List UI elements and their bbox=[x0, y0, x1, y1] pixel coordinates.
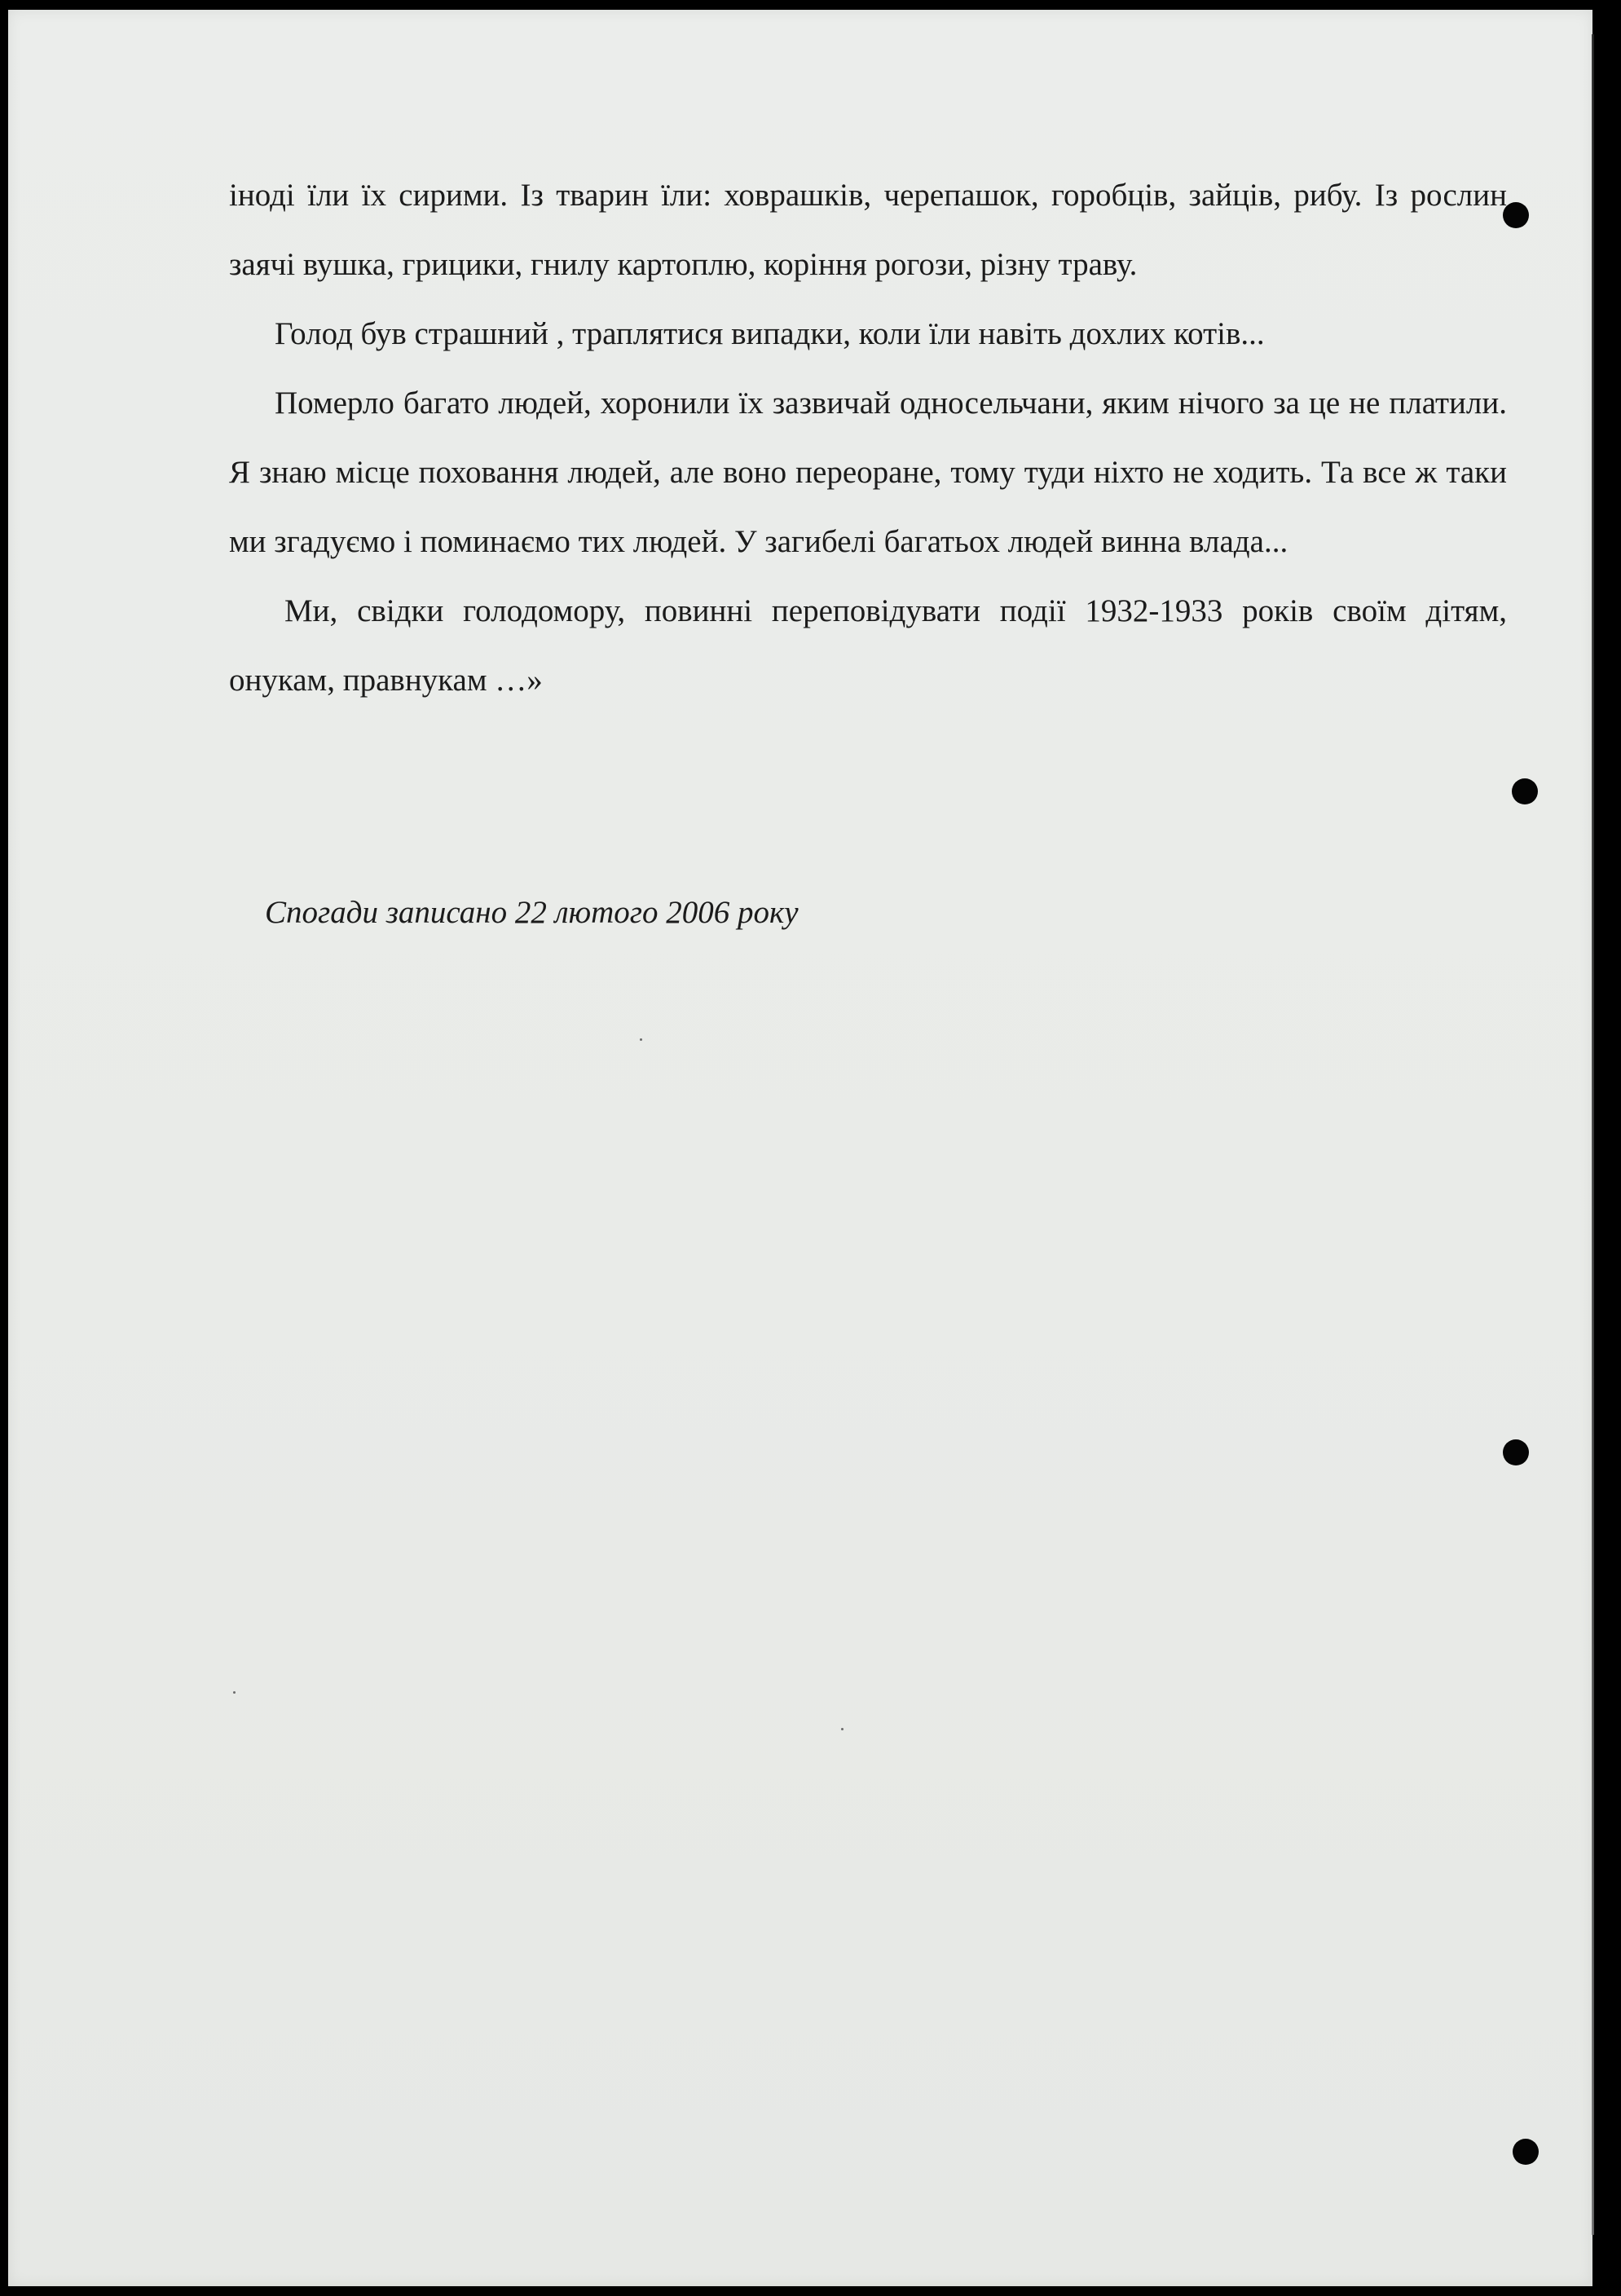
punch-hole-4 bbox=[1513, 2139, 1539, 2165]
memoir-text bbox=[229, 161, 1507, 715]
punch-hole-3 bbox=[1503, 1439, 1529, 1465]
paragraph-1: іноді їли їх сирими. Із тварин їли: ховрашків, черепашок, горобців, зайців, рибу. Із рослин заячі вушка, грицики, гнилу картоплю, коріння рогози, різну траву. bbox=[229, 178, 1507, 282]
paragraph-3: Померло багато людей, хоронили їх зазвичай односельчани, яким нічого за це не платили. Я знаю місце поховання людей, але воно переоране, тому туди ніхто не ходить. Та все ж таки ми згадуємо і поминаємо тих людей. У загибелі багатьох людей винна влада... bbox=[229, 386, 1507, 559]
paper-speck bbox=[640, 1038, 642, 1041]
record-date-note: Спогади записано 22 лютого 2006 року bbox=[265, 895, 799, 930]
paper-speck bbox=[841, 1728, 844, 1730]
paragraph-2: Голод був страшний , траплятися випадки, коли їли навіть дохлих котів... bbox=[275, 316, 1265, 351]
punch-hole-2 bbox=[1512, 778, 1538, 804]
paper-speck bbox=[233, 1691, 236, 1694]
page-edge-line bbox=[1592, 34, 1594, 2235]
paragraph-4: Ми, свідки голодомору, повинні переповідувати події 1932-1933 років своїм дітям, онукам, правнукам …» bbox=[229, 593, 1507, 698]
document-page bbox=[8, 10, 1592, 2286]
